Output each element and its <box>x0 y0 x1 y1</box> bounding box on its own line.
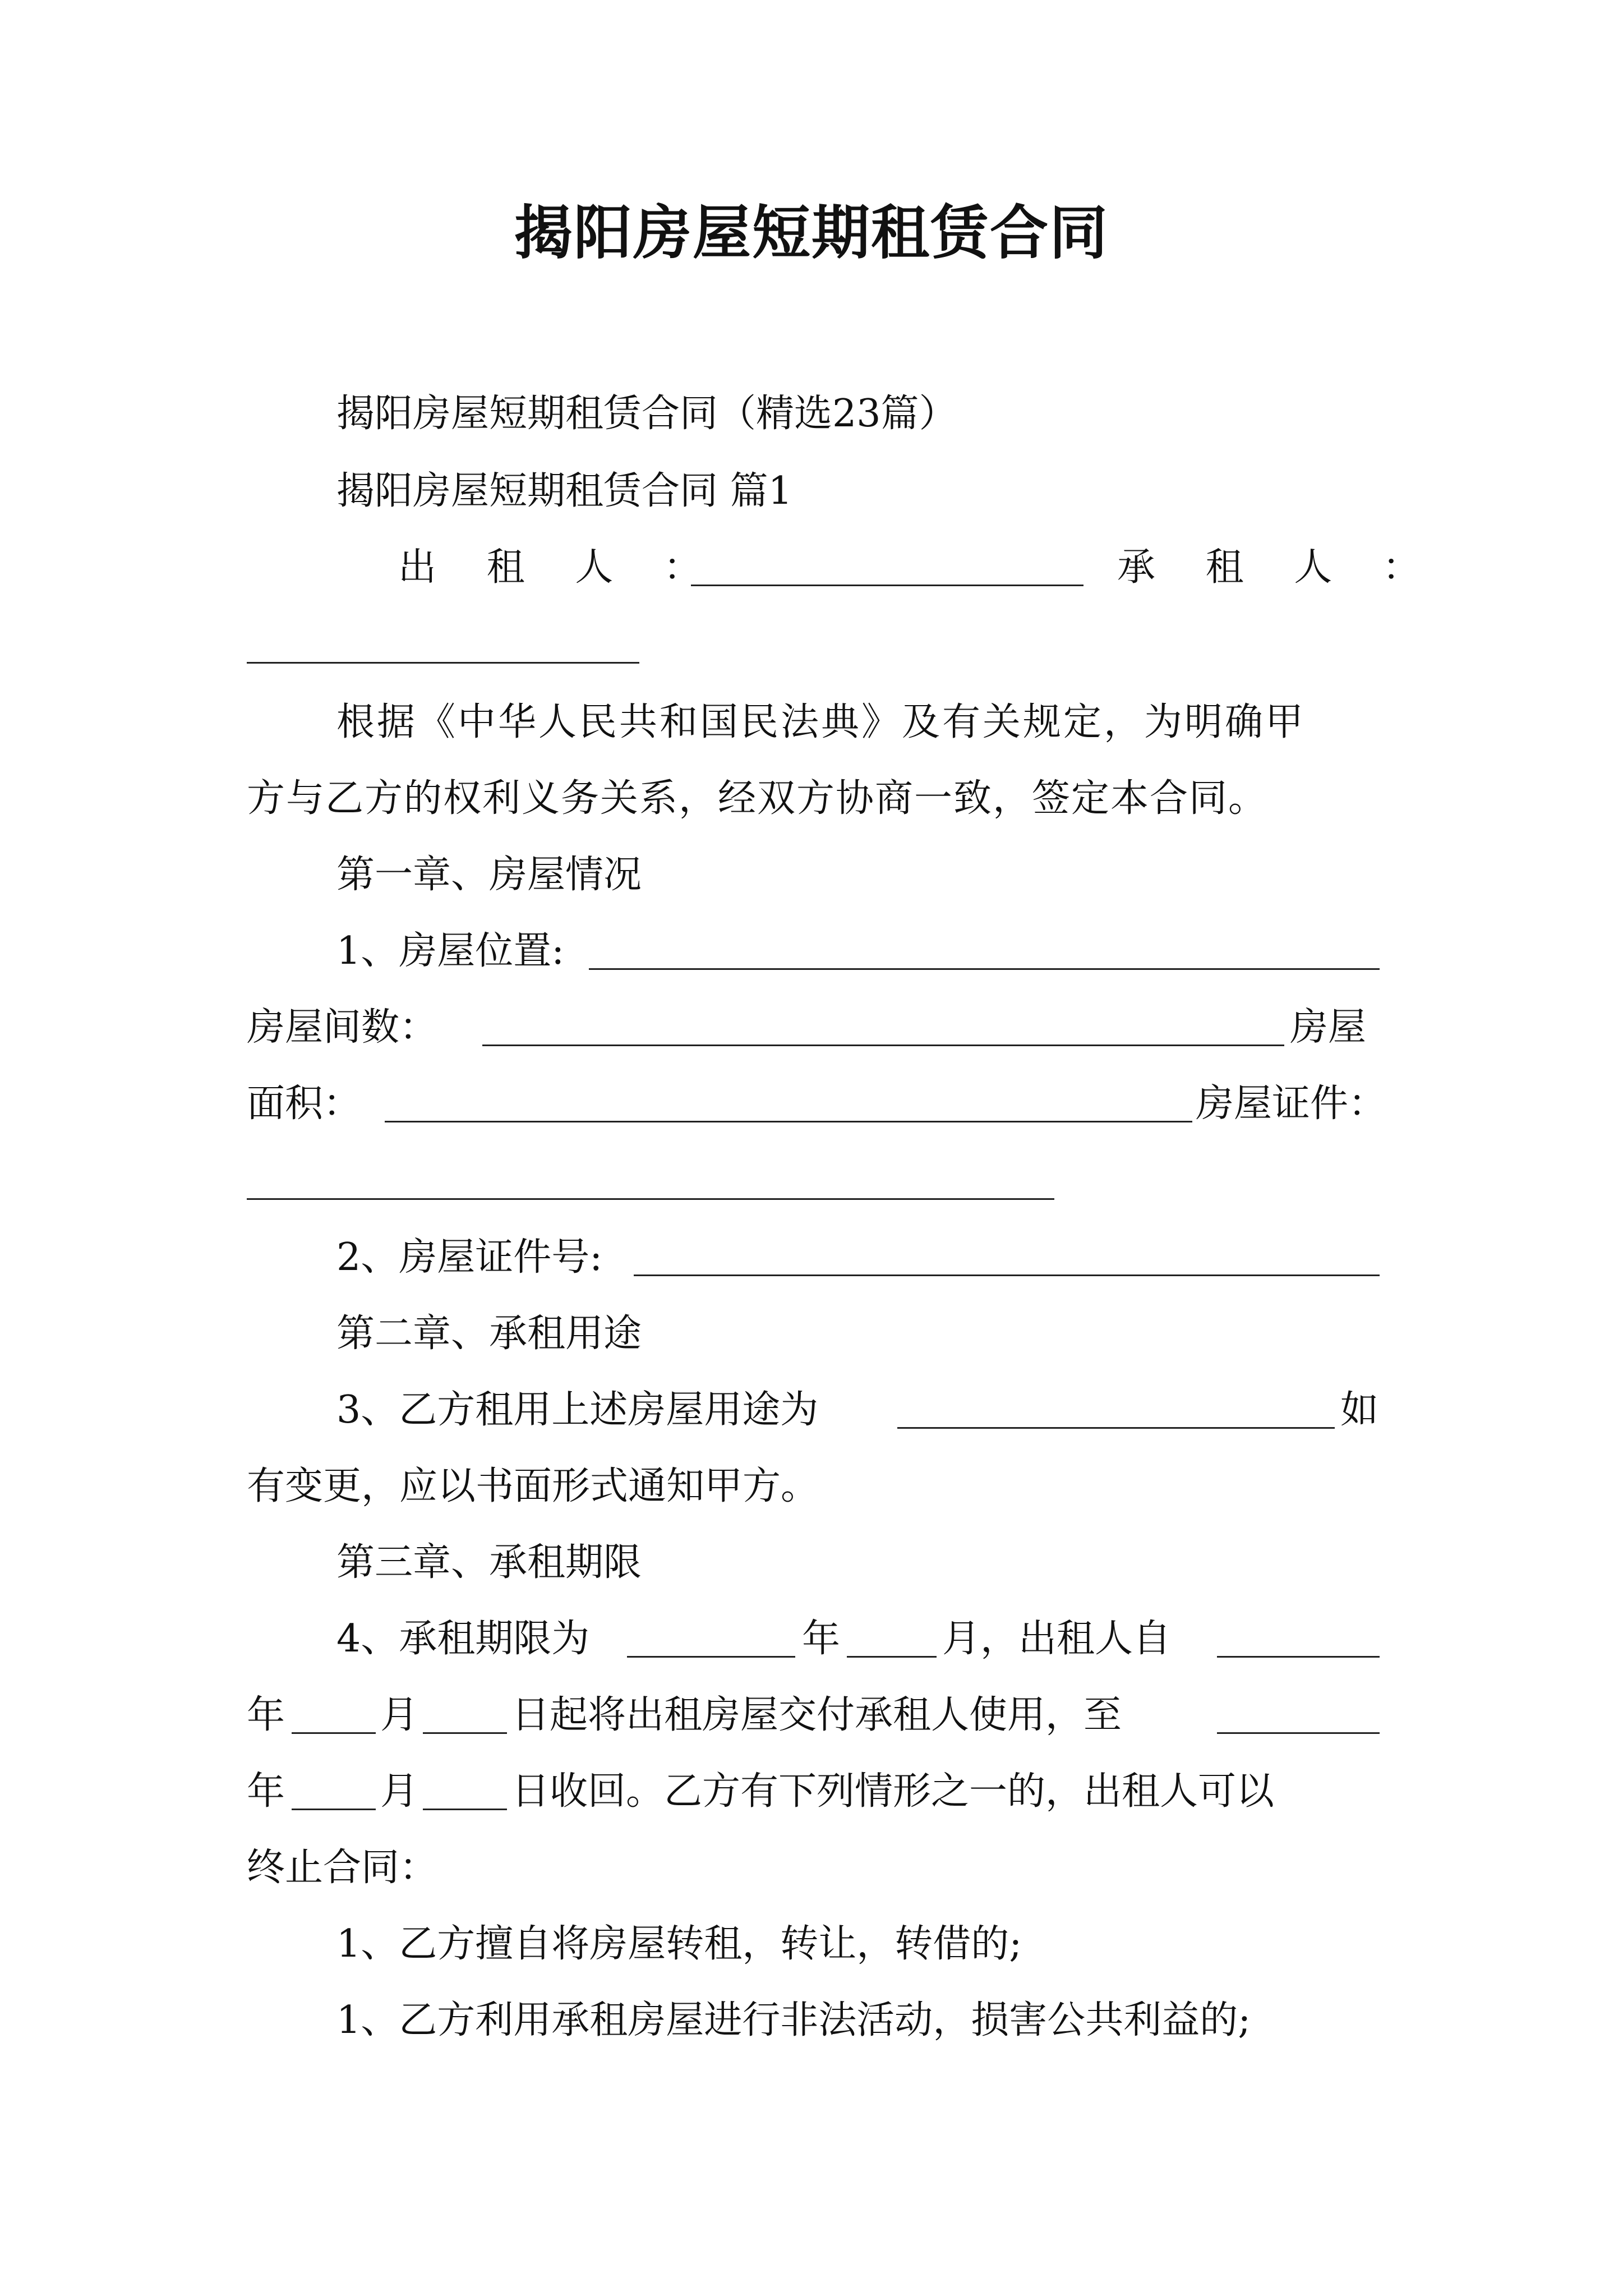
lessee-label <box>1117 540 1440 596</box>
chapter-1-heading: 第一章、房屋情况 <box>336 853 642 897</box>
end-month-blank[interactable] <box>292 1809 376 1810</box>
lessor-label <box>398 540 721 596</box>
lessee-blank[interactable] <box>247 662 639 664</box>
item4-line3-c: 日收回。乙方有下列情形之一的，出租人可以 <box>511 1769 1275 1814</box>
end-day-blank[interactable] <box>423 1809 507 1810</box>
lessor-blank[interactable] <box>691 585 1083 586</box>
item4-a: 4、承租期限为 <box>336 1617 590 1661</box>
start-year-blank[interactable] <box>1217 1656 1380 1658</box>
cert-blank[interactable] <box>247 1198 1054 1200</box>
start-month-blank[interactable] <box>292 1732 376 1734</box>
lessee-label-text: 承 租 人 ： <box>1117 545 1440 590</box>
area-label: 面积： <box>247 1082 362 1126</box>
document-title: 揭阳房屋短期租赁合同 <box>514 198 1109 267</box>
item4-line-4: 终止合同： <box>247 1846 438 1890</box>
item1-label: 1、房屋位置: <box>336 929 565 973</box>
start-day-blank[interactable] <box>423 1732 507 1734</box>
item4-line2-b: 月 <box>380 1693 419 1737</box>
item3-suffix: 如 <box>1340 1388 1379 1432</box>
item3-line-2: 有变更，应以书面形式通知甲方。 <box>247 1464 819 1508</box>
cert-label: 房屋证件： <box>1196 1082 1387 1126</box>
item4-b: 年 <box>802 1617 841 1661</box>
chapter-3-heading: 第三章、承租期限 <box>336 1540 642 1585</box>
term-months-blank[interactable] <box>847 1656 937 1658</box>
item4-line3-a: 年 <box>247 1769 285 1814</box>
rooms-blank[interactable] <box>482 1045 1284 1046</box>
item2-label: 2、房屋证件号: <box>336 1235 603 1280</box>
termination-clause-2: 1、乙方利用承租房屋进行非法活动，损害公共利益的; <box>336 1998 1251 2042</box>
cert-number-blank[interactable] <box>634 1274 1380 1276</box>
chapter-2-heading: 第二章、承租用途 <box>336 1312 642 1356</box>
preamble-line-1: 根据《中华人民共和国民法典》及有关规定，为明确甲 <box>336 700 1306 744</box>
term-years-blank[interactable] <box>627 1656 795 1658</box>
rooms-label: 房屋间数： <box>247 1005 438 1050</box>
usage-blank[interactable] <box>897 1427 1335 1429</box>
location-blank[interactable] <box>589 968 1380 970</box>
area-prefix: 房屋 <box>1290 1005 1367 1050</box>
preamble-line-2: 方与乙方的权利义务关系，经双方协商一致，签定本合同。 <box>247 776 1268 821</box>
lessor-label-text: 出 租 人 ： <box>398 545 721 590</box>
termination-clause-1: 1、乙方擅自将房屋转租，转让，转借的; <box>336 1922 1022 1966</box>
item4-c: 月，出租人自 <box>942 1617 1172 1661</box>
item3-text: 3、乙方租用上述房屋用途为 <box>336 1388 819 1432</box>
item4-line3-b: 月 <box>380 1769 419 1814</box>
end-year-blank[interactable] <box>1217 1732 1380 1734</box>
area-blank[interactable] <box>385 1121 1192 1122</box>
document-subtitle: 揭阳房屋短期租赁合同（精选23篇） <box>336 392 957 436</box>
item4-line2-a: 年 <box>247 1693 285 1737</box>
item4-line2-c: 日起将出租房屋交付承租人使用，至 <box>511 1693 1122 1737</box>
section-heading: 揭阳房屋短期租赁合同 篇1 <box>336 469 792 513</box>
